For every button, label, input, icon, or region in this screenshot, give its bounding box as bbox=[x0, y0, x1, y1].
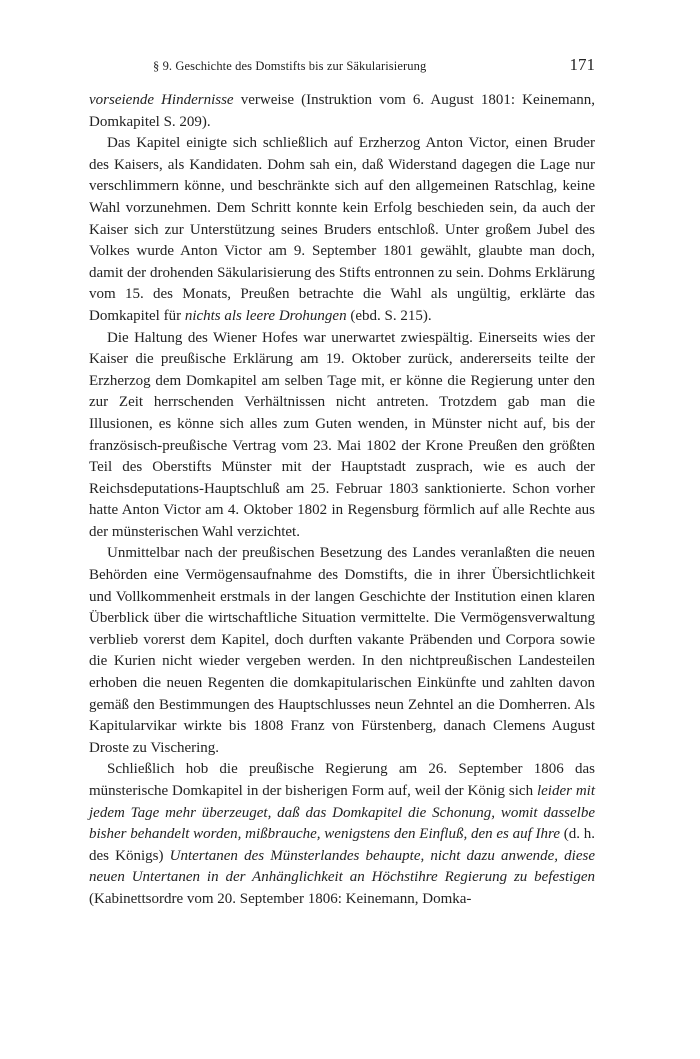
body-text bbox=[89, 90, 595, 911]
italic-quote: Untertanen des Münsterlandes behaupte, nicht dazu anwende, diese neuen Untertanen in der Anhänglichkeit an Höchstihre Regierung zu befestigen bbox=[89, 847, 595, 886]
text-run: Schließlich hob die preußische Regierung am 26. September 1806 das münsterische Domkapitel in der bisherigen Form auf, weil der König sich bbox=[89, 761, 595, 799]
text-run: (Kabinettsordre vom 20. September 1806: Keinemann, Domka- bbox=[89, 890, 472, 907]
italic-quote: nichts als leere Drohungen bbox=[184, 307, 347, 324]
italic-quote: vorseiende Hindernisse bbox=[89, 92, 234, 108]
text-run: verweise (Instruktion vom 6. August 1801: Keinemann, Domkapitel S. 209). bbox=[89, 92, 596, 130]
paragraph bbox=[89, 328, 595, 544]
italic-quote: leider mit jedem Tage mehr überzeuget, daß das Domkapitel die Schonung, womit dasselbe bisher behandelt worden, mißbrauche, wenigstens den Einfluß, den es auf Ihre bbox=[89, 783, 596, 843]
paragraph bbox=[89, 90, 595, 133]
running-title: § 9. Geschichte des Domstifts bis zur Säkularisierung bbox=[153, 59, 427, 73]
text-run: (d. h. des Königs) bbox=[89, 826, 595, 864]
page-number: 171 bbox=[569, 55, 595, 74]
text-run: (ebd. S. 215). bbox=[346, 307, 432, 324]
text-run: Unmittelbar nach der preußischen Besetzung des Landes veranlaßten die neuen Behörden eine Vermögensaufnahme des Domstifts, die in ihrer Übersichtlichkeit und Vollkommenheit erstmals in der langen Geschichte der Institution einen klaren Überblick über die wirtschaftliche Situation vermittelte. Die Vermögensverwaltung verblieb vorerst dem Kapitel, doch durften vakante Präbenden und Corpora sowie die Kurien nicht wieder vergeben werden. In den nichtpreußischen Landesteilen erhoben die neuen Regenten die domkapitularischen Einkünfte und zahlten davon gemäß den Bestimmungen des Hauptschlusses neun Zehntel an die Domherren. Als Kapitularvikar wirkte bis 1808 Franz von Fürstenberg, danach Clemens August Droste zu Vischering. bbox=[89, 545, 595, 756]
text-run: Das Kapitel einigte sich schließlich auf Erzherzog Anton Victor, einen Bruder des Kaisers, als Kandidaten. Dohm sah ein, daß Widerstand dagegen die Lage nur verschlimmern könne, und beschränkte sich auf den allgemeinen Ratschlag, keine Wahl vorzunehmen. Dem Schritt konnte kein Erfolg beschieden sein, da auch der Kaiser sich zur Unterstützung seines Bruders entschloß. Unter großem Jubel des Volkes wurde Anton Victor am 9. September 1801 gewählt, glaubte man doch, damit der drohenden Säkularisierung des Stifts entronnen zu sein. Dohms Erklärung vom 15. des Monats, Preußen betrachte die Wahl als ungültig, erklärte das Domkapitel für bbox=[89, 135, 595, 324]
text-run: Die Haltung des Wiener Hofes war unerwartet zwiespältig. Einerseits wies der Kaiser die preußische Erklärung am 19. Oktober zurück, andererseits teilte der Erzherzog dem Domkapitel am selben Tage mit, er könne die Regierung unter den zur Zeit herrschenden Verhältnissen nicht antreten. Trotzdem gab man die Illusionen, es könne sich alles zum Guten wenden, in Münster nicht auf, bis der französisch-preußische Vertrag vom 23. Mai 1802 der Krone Preußen den größten Teil des Oberstifts Münster mit der Hauptstadt zusprach, wie es auch der Reichsdeputations-Hauptschluß am 25. Februar 1803 sanktionierte. Schon vorher hatte Anton Victor am 4. Oktober 1802 in Regensburg förmlich auf alle Rechte aus der münsterischen Wahl verzichtet. bbox=[89, 329, 595, 540]
page-header bbox=[89, 55, 595, 75]
paragraph bbox=[89, 133, 595, 327]
paragraph bbox=[89, 759, 595, 910]
paragraph bbox=[89, 543, 595, 759]
